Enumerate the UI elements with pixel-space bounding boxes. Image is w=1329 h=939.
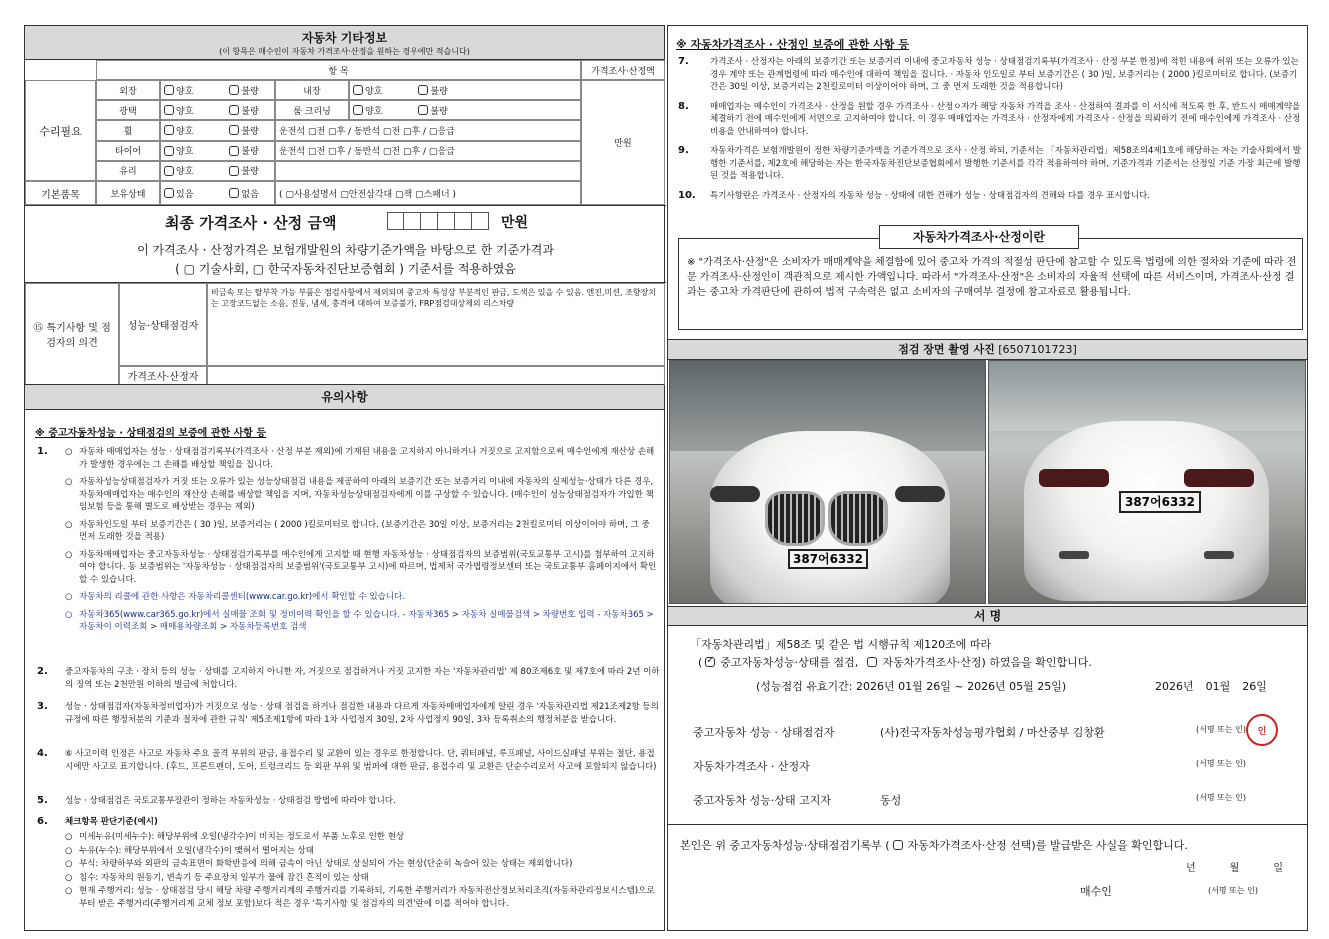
option-label: 양호	[176, 106, 194, 117]
bullet-icon: ○	[65, 872, 73, 883]
option-label: 양호	[176, 147, 194, 158]
option-checkbox[interactable]	[229, 146, 239, 156]
note-6-item	[65, 858, 660, 871]
note-num-3: 3.	[37, 701, 48, 712]
kidney-grille-right	[828, 491, 888, 546]
note-3: 성능 · 상태점검자(자동차정비업자)가 거짓으로 성능 · 상태 점검을 하거나 점검한 내용과 다르게 자동차매매업자에게 알린 경우 '자동차관리법 제21조제2항 등의 규정에 따른 행정처분의 기준과 절차에 관한 규칙' 제5조제1항에 따라 1차 사업정지 30일, 2차 사업정지 90일, 3차 등록취소의 행정처분을 받습니다.	[65, 702, 659, 725]
price-header: 가격조사·산정액	[581, 60, 665, 80]
option-label: 불량	[241, 106, 259, 117]
final-desc-2: ( ▢ 기술사회, ▢ 한국자동차진단보증협회 ) 기준서를 적용하였음	[175, 262, 516, 276]
row-extra: 운전석 ▢전 ▢후 / 동반석 ▢전 ▢후 / ▢응급	[275, 141, 581, 161]
buyer-date-day: 일	[1273, 863, 1284, 874]
note-1-item	[65, 609, 660, 634]
note-1-text: 자동차성능상태점검자가 거짓 또는 오류가 있는 성능상태점검 내용을 제공하여 아래의 보증기간 또는 보증거리 이내에 자동차의 실제성능·상태가 다른 경우, 자동차매매업자는 매수인의 재산상 손해를 배상할 책임을 지며, 자동차성능상태점검자에게 이를 구상할 수 있습니다. (매수인이 성능상태점검자가 가입한 책임보험 등을 통해 별도로 배상받는 경우는 제외)	[79, 477, 654, 512]
option-checkbox[interactable]	[353, 85, 363, 95]
definition-title: 자동차가격조사·산정이란	[879, 225, 1079, 249]
buyer-label: 매수인	[1080, 885, 1112, 898]
price-check-checkbox[interactable]	[867, 657, 877, 667]
note-1-item	[65, 549, 660, 587]
appraisal-item	[678, 190, 1303, 203]
row-name: 외장	[96, 80, 160, 100]
option-label: 있음	[176, 189, 194, 200]
notifier-label: 중고자동차 성능·상태 고지자	[693, 794, 832, 807]
buyer-date-year: 년	[1186, 863, 1196, 874]
perf-check-checkbox[interactable]	[705, 657, 715, 667]
photo-id: [6507101723]	[998, 343, 1077, 356]
option-checkbox[interactable]	[164, 166, 174, 176]
rear-plate: 387어6332	[1119, 491, 1201, 513]
front-photo	[669, 360, 986, 604]
bullet-icon: ○	[65, 886, 73, 896]
definition-box	[678, 230, 1303, 330]
sign-line-2: ( ✓ 중고자동차성능·상태를 점검, 자동차가격조사·산정) 하였음을 확인합니다.	[698, 654, 1092, 670]
inspector-stamp: 인	[1246, 714, 1278, 746]
note-1-item	[65, 476, 660, 514]
option-checkbox[interactable]	[164, 105, 174, 115]
appraisal-item	[678, 101, 1303, 139]
buyer-section	[668, 824, 1307, 930]
sign-line-1: 「자동차관리법」제58조 및 같은 법 시행규칙 제120조에 따라	[690, 638, 992, 651]
front-plate: 387어6332	[788, 549, 868, 569]
other-info-subtitle: (이 항목은 매수인이 자동차 가격조사·산정을 원하는 경우에만 적습니다)	[219, 47, 470, 56]
row-name: 유리	[96, 161, 160, 181]
note-1-text: 자동차의 리콜에 관한 사항은 자동차리콜센터(www.car.go.kr)에서 확인할 수 있습니다.	[79, 592, 406, 602]
headlight-right	[895, 486, 945, 502]
buyer-sign[interactable]: (서명 또는 인)	[1208, 886, 1258, 895]
option-checkbox[interactable]	[164, 146, 174, 156]
note-1-item	[65, 519, 660, 544]
final-price-boxes[interactable]	[387, 212, 489, 230]
sign-header: 서 명	[668, 606, 1307, 626]
note-num-2: 2.	[37, 666, 48, 677]
row-empty	[275, 161, 581, 181]
kidney-grille-left	[765, 491, 825, 546]
appraisal-item-num: 8.	[678, 100, 689, 112]
validity: (성능점검 유효기간: 2026년 01월 26일 ~ 2026년 05월 25일)	[756, 680, 1067, 693]
sign-date-year: 2026년	[1155, 680, 1194, 693]
inspector-label: 중고자동차 성능 · 상태점검자	[693, 726, 835, 739]
note-6-item	[65, 831, 660, 844]
photo-title: 점검 장면 촬영 사진	[898, 343, 995, 356]
row-options-2	[349, 80, 581, 100]
row-options	[160, 120, 275, 140]
note-1-text: 자동차매매업자는 중고자동차성능 · 상태점검기록부를 매수인에게 고지할 때 현행 자동차성능 · 상태점검자의 보증범위(국토교통부 고시)를 첨부하여 고지하여야 합니다. 동 보증범위는 '자동차성능 · 상태점검자의 보증범위'(국토교통부 고시)에 따르며, 법제처 국가법령정보센터 또는 국토교통부 홈페이지에서 확인할 수 있습니다.	[79, 549, 657, 585]
price-unit: 만원	[581, 80, 665, 205]
option-label: 불량	[241, 86, 259, 97]
special-section	[25, 282, 666, 384]
row-name-2: 룸 크리닝	[275, 100, 349, 120]
inspector-name: (사)전국자동차성능평가협회 / 마산중부 김창환	[880, 726, 1105, 739]
bullet-icon: ○	[65, 609, 73, 620]
buyer-line-b: 자동차가격조사·산정 선택)를 발급받은 사실을 확인합니다.	[907, 839, 1188, 852]
note-1-text: 자동차인도일 부터 보증기간은 ( 30 )일, 보증거리는 ( 2000 )킬로미터로 합니다. (보증기간은 30일 이상, 보증거리는 2천킬로미터 이상이어야 하며, 그 중 먼저 도래한 것을 적용)	[79, 519, 650, 542]
note-num-6: 6.	[37, 816, 48, 827]
note-6-text: 누유(누수): 해당부위에서 오일(냉각수)이 맺혀서 떨어지는 상태	[79, 845, 314, 856]
appraisal-item	[678, 145, 1303, 183]
notifier-name: 동성	[880, 794, 902, 807]
row-extra: 운전석 ▢전 ▢후 / 동반석 ▢전 ▢후 / ▢응급	[275, 120, 581, 140]
buyer-date[interactable]	[1186, 859, 1283, 874]
final-price-section	[25, 205, 666, 282]
appraisal-title: ※ 자동차가격조사 · 산정인 보증에 관한 사항 등	[676, 38, 909, 51]
note-6-title: 체크항목 판단기준(예시)	[65, 817, 158, 827]
option-label: 없음	[241, 189, 259, 200]
final-price-unit: 만원	[501, 215, 529, 231]
taillight-left	[1039, 469, 1109, 487]
final-price-title: 최종 가격조사 · 산정 금액	[165, 214, 337, 232]
option-checkbox[interactable]	[229, 125, 239, 135]
sign-date-month: 01월	[1205, 680, 1231, 693]
row-options-2	[349, 100, 581, 120]
bullet-icon: ○	[65, 549, 73, 560]
appraiser-label: 자동차가격조사 · 산정자	[693, 760, 810, 773]
appraisal-item-text: 가격조사 · 산정자는 아래의 보증기간 또는 보증거리 이내에 중고자동차 성능 · 상태점검기록부(가격조사 · 산정 부분 한정)에 적힌 내용에 허위 또는 오류가 있는 경우 계약 또는 관계법령에 따라 매수인에 대하여 책임을 집니다. · 자동차 인도일로 부터 보증기간은 ( 30 )일, 보증거리는 ( 2000 )킬로미터로 합니다. (보증기간은 30일 이상, 보증거리는 2천킬로미터 이상이어야 하며, 그 중 먼저 도래한 것을 적용합니다)	[710, 57, 1299, 92]
exhaust-left	[1059, 551, 1089, 559]
definition-text: ※ "가격조사·산정"은 소비자가 매매계약을 체결함에 있어 중고차 가격의 적절성 판단에 참고할 수 있도록 법령에 의한 절차와 기준에 따라 전문 가격조사·산정인이 객관적으로 제시한 가액입니다. 따라서 "가격조사·산정"은 소비자의 자율적 선택에 따른 서비스이며, 가격조사·산정 결과는 중고차 가격판단에 관하여 법적 구속력은 없고 소비자의 구매여부 결정에 참고자료로 활용됩니다.	[687, 257, 1297, 298]
note-1-item	[65, 591, 660, 604]
special-price-label: 가격조사·산정자	[119, 366, 207, 385]
row-options	[160, 80, 275, 100]
special-perf-label: 성능·상태점검자	[119, 283, 207, 366]
appraisal-item-text: 자동차가격은 보험개발원이 정한 차량기준가액을 기준가격으로 조사 · 산정 하되, 기준서는 「자동차관리법」제58조의4제1호에 해당하는 자는 기술사회에서 발행한 기준서를, 제2호에 해당하는 자는 한국자동차진단보증협회에서 발행한 기준서를 각각 적용하여야 하며, 기준가격과 기준서는 산정일 기준 가장 최근에 발행된 것을 적용합니다.	[710, 146, 1301, 181]
buyer-confirm	[680, 837, 1188, 853]
appraiser-sign[interactable]: (서명 또는 인)	[1196, 759, 1246, 768]
note-4: ⑥ 사고이력 인정은 사고로 자동차 주요 골격 부위의 판금, 용접수리 및 교환이 있는 경우로 한정합니다. 단, 쿼터패널, 루프패널, 사이드실패널 부위는 절단, 용접 시에만 사고로 표기합니다. (후드, 프론트펜더, 도어, 트렁크리드 등 외판 부위 및 범퍼에 대한 판금, 용접수리 및 교환은 단순수리로서 사고에 포함되지 않습니다)	[65, 749, 657, 772]
sign-line-2a: 중고자동차성능·상태를 점검,	[720, 656, 859, 669]
inspector-sign[interactable]: (서명 또는 인)	[1196, 725, 1246, 734]
left-panel	[24, 25, 665, 931]
sign-date-day: 26일	[1242, 680, 1267, 693]
bullet-icon: ○	[65, 477, 73, 487]
sign-date	[1155, 678, 1267, 694]
note-6-text: 미세누유(미세누수): 해당부위에 오일(냉각수)이 비치는 정도로서 부품 노후로 인한 현상	[79, 832, 405, 842]
sign-line-2b: 자동차가격조사·산정) 하였음을 확인합니다.	[882, 656, 1092, 669]
note-6-text: 침수: 자동차의 원동기, 변속기 등 주요장치 일부가 물에 잠긴 흔적이 있는 상태	[79, 872, 369, 883]
note-6-text: 현재 주행거리: 성능 · 상태점검 당시 해당 차량 주행거리계의 주행거리를 기록하되, 기록한 주행거리가 자동차전산정보처리조직(자동차관리정보시스템)으로부터 받은 주행거리(주행거리계 교체 정보 포함)보다 적은 경우 '특기사항 및 점검자의 의견'란에 이를 적어야 합니다.	[79, 886, 655, 909]
notes-body	[25, 410, 664, 930]
repair-label: 수리필요	[25, 80, 96, 181]
option-checkbox[interactable]	[229, 166, 239, 176]
bullet-icon: ○	[65, 859, 73, 869]
option-checkbox[interactable]	[164, 85, 174, 95]
appraisal-item-num: 10.	[678, 189, 696, 201]
row-options	[160, 141, 275, 161]
row-name: 타이어	[96, 141, 160, 161]
row-options	[160, 100, 275, 120]
note-6-item	[65, 872, 660, 885]
option-checkbox[interactable]	[229, 105, 239, 115]
appraisal-item	[678, 56, 1303, 94]
buyer-date-month: 월	[1229, 863, 1240, 874]
note-5: 성능 · 상태점검은 국토교통부장관이 정하는 자동차성능 · 상태점검 방법에 따라야 합니다.	[65, 796, 396, 806]
row-name-2: 내장	[275, 80, 349, 100]
row-name: 광택	[96, 100, 160, 120]
appraisal-item-num: 7.	[678, 56, 689, 67]
option-label: 불량	[241, 126, 259, 137]
repair-table	[25, 60, 666, 205]
appraisal-item-text: 특기사항란은 가격조사 · 산정자의 자동차 성능 · 상태에 대한 견해가 성능 · 상태점검자의 견해와 다를 경우 표시합니다.	[710, 190, 1150, 201]
basic-row-name: 보유상태	[96, 181, 160, 205]
other-info-title: 자동차 기타정보	[301, 31, 388, 45]
note-num-4: 4.	[37, 748, 48, 759]
option-checkbox[interactable]	[229, 85, 239, 95]
option-checkbox[interactable]	[229, 188, 239, 198]
special-price-text[interactable]	[207, 366, 665, 385]
note-1-text: 자동차 매매업자는 성능 · 상태점검기록부(가격조사 · 산정 부분 제외)에 기재된 내용을 고지하지 아니하거나 거짓으로 고지함으로써 매수인에게 재산상 손해가 발생한 경우에는 그 손해를 배상할 책임을 집니다.	[79, 447, 655, 470]
notifier-sign[interactable]: (서명 또는 인)	[1196, 793, 1246, 802]
sign-body	[668, 626, 1307, 816]
other-info-header	[25, 26, 664, 60]
taillight-right	[1184, 469, 1254, 487]
right-panel	[667, 25, 1308, 931]
note-1-item	[65, 446, 660, 471]
option-checkbox[interactable]	[164, 125, 174, 135]
basic-label: 기본품목	[25, 181, 96, 205]
note-1-text: 자동차365(www.car365.go.kr)에서 실매물 조회 및 정비이력 확인을 할 수 있습니다. - 자동차365 > 자동차 실매물검색 > 차량번호 입력 - 자동차365 > 자동차이 이력조회 > 매매용차량조회 > 자동차등록번호 검색	[79, 609, 654, 632]
final-desc-1: 이 가격조사 · 산정가격은 보험개발원의 차량기준가액을 바탕으로 한 기준가격과	[137, 243, 554, 257]
bullet-icon: ○	[65, 832, 73, 842]
exhaust-right	[1204, 551, 1234, 559]
notes-header: 유의사항	[25, 384, 664, 410]
bullet-icon: ○	[65, 845, 73, 856]
option-checkbox[interactable]	[418, 85, 428, 95]
option-checkbox[interactable]	[164, 188, 174, 198]
note-6-text: 부식: 차량하부와 외판의 금속표면이 화학반응에 의해 금속이 아닌 상태로 상실되어 가는 현상(단순히 녹슬어 있는 상태는 제외합니다)	[79, 859, 573, 869]
rear-photo	[988, 360, 1306, 604]
buyer-line-a: 본인은 위 중고자동차성능·상태점검기록부 (	[680, 839, 890, 852]
row-name: 휠	[96, 120, 160, 140]
note-num-5: 5.	[37, 795, 48, 806]
basic-row-options	[160, 181, 275, 205]
option-label: 불량	[430, 106, 448, 117]
option-label: 불량	[430, 86, 448, 97]
notes-subtitle: ※ 중고자동차성능 · 상태점검의 보증에 관한 사항 등	[35, 428, 267, 439]
option-checkbox[interactable]	[418, 105, 428, 115]
option-label: 양호	[176, 86, 194, 97]
buyer-price-checkbox[interactable]	[893, 840, 903, 850]
appraisal-item-text: 매매업자는 매수인이 가격조사 · 산정을 원할 경우 가격조사 · 산정ㅇ자가 해당 자동차 가격을 조사 · 산정하여 결과를 이 서식에 적도록 한 후, 반드시 매매계약을 체결하기 전에 매수인에게 서면으로 고지하여야 합니다. 이 경우 매매업자는 가격조사 · 산정자에게 가격조사 · 산정을 의뢰하기 전에 매수인에게 가격조사 · 산정 비용을 안내하여야 합니다.	[710, 101, 1301, 137]
option-label: 양호	[365, 86, 383, 97]
row-options	[160, 161, 275, 181]
basic-row-items: ( ▢사용설명서 ▢안전삼각대 ▢잭 ▢스패너 )	[275, 181, 581, 205]
option-label: 양호	[176, 167, 194, 178]
option-label: 불량	[241, 147, 259, 158]
item-header: 항 목	[96, 60, 581, 80]
bullet-icon: ○	[65, 592, 73, 602]
note-6-item	[65, 845, 660, 858]
bullet-icon: ○	[65, 447, 73, 457]
special-perf-text: 비금속 또는 탈부착 가능 부품은 점검사항에서 제외되며 중고차 특성상 부분적인 판금, 도색은 있을 수 있음. 엔진,미션, 조향장치는 고장코드없는 소음, 진동, 냄새, 충격에 대하여 보증불가, FRP점검대상제외 리스차량	[207, 283, 665, 366]
option-label: 양호	[176, 126, 194, 137]
note-6-item	[65, 885, 660, 910]
bullet-icon: ○	[65, 519, 73, 530]
option-label: 불량	[241, 167, 259, 178]
appraisal-item-num: 9.	[678, 145, 689, 156]
option-label: 양호	[365, 106, 383, 117]
option-checkbox[interactable]	[353, 105, 363, 115]
note-2: 중고자동차의 구조 · 장치 등의 성능 · 상태를 고지하지 아니한 자, 거짓으로 점검하거나 거짓 고지한 자는 '자동차관리법' 제 80조제6호 및 제7호에 따라 2년 이하의 징역 또는 2천만원 이하의 벌금에 처합니다.	[65, 667, 660, 690]
note-num-1: 1.	[37, 446, 48, 457]
photo-header	[668, 339, 1307, 360]
special-label: ⑮ 특기사항 및 점검자의 의견	[25, 283, 119, 385]
headlight-left	[710, 486, 760, 502]
